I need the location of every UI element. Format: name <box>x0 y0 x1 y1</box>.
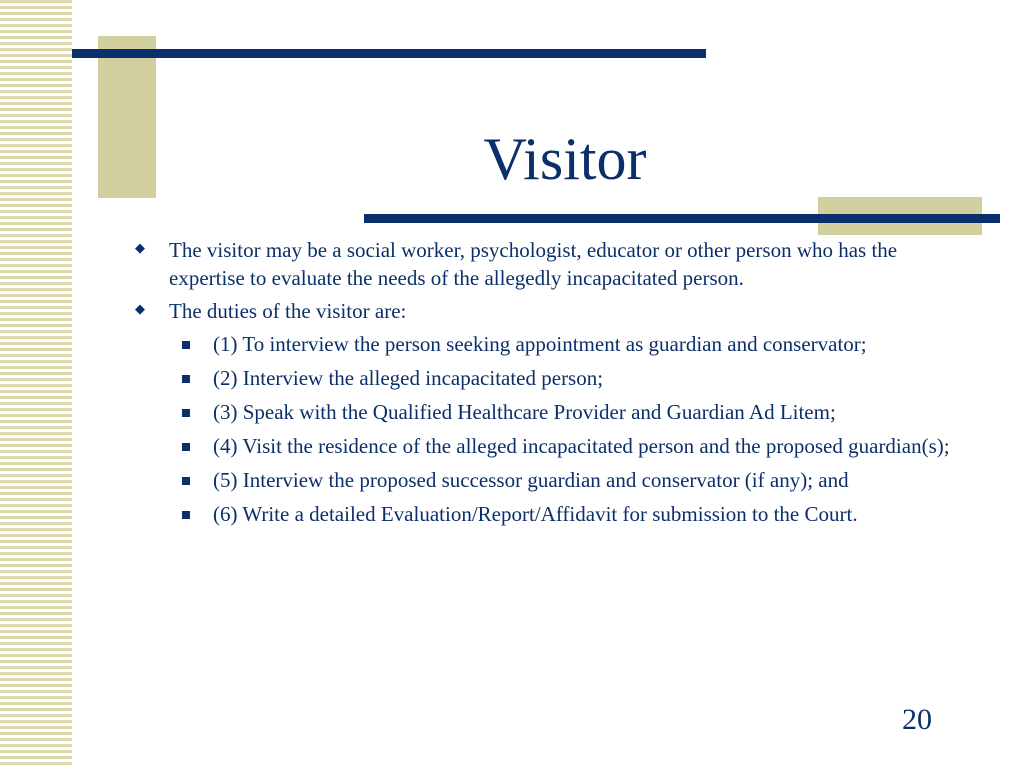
diamond-bullet-icon: ◆ <box>135 301 145 316</box>
square-bullet-icon <box>182 341 190 349</box>
striped-left-border <box>0 0 72 768</box>
bullet-text: The visitor may be a social worker, psychologist, educator or other person who has the expertise to evaluate the needs of the allegedly incapacitated person. <box>169 238 898 290</box>
duty-text: (1) To interview the person seeking appointment as guardian and conservator; <box>213 332 867 356</box>
duty-text: (3) Speak with the Qualified Healthcare Provider and Guardian Ad Litem; <box>213 400 836 424</box>
title-rule-bottom <box>364 214 1000 223</box>
bullet-text: The duties of the visitor are: <box>169 299 407 323</box>
duty-item <box>128 432 958 460</box>
bullet-item <box>128 236 958 292</box>
decorative-block-top <box>98 36 156 198</box>
square-bullet-icon <box>182 477 190 485</box>
diamond-bullet-icon: ◆ <box>135 240 145 255</box>
duty-text: (5) Interview the proposed successor guardian and conservator (if any); and <box>213 468 849 492</box>
duty-item <box>128 330 958 358</box>
title-rule-top <box>72 49 706 58</box>
duty-item <box>128 364 958 392</box>
slide-title: Visitor <box>483 126 647 192</box>
square-bullet-icon <box>182 511 190 519</box>
square-bullet-icon <box>182 375 190 383</box>
bullet-item <box>128 297 958 325</box>
square-bullet-icon <box>182 409 190 417</box>
duty-item <box>128 466 958 494</box>
page-number: 20 <box>902 703 932 736</box>
slide-content <box>128 236 958 534</box>
duty-item <box>128 500 958 528</box>
duty-item <box>128 398 958 426</box>
duty-text: (4) Visit the residence of the alleged incapacitated person and the proposed guardian(s); <box>213 434 950 458</box>
duty-text: (2) Interview the alleged incapacitated person; <box>213 366 604 390</box>
square-bullet-icon <box>182 443 190 451</box>
duty-text: (6) Write a detailed Evaluation/Report/Affidavit for submission to the Court. <box>213 502 858 526</box>
